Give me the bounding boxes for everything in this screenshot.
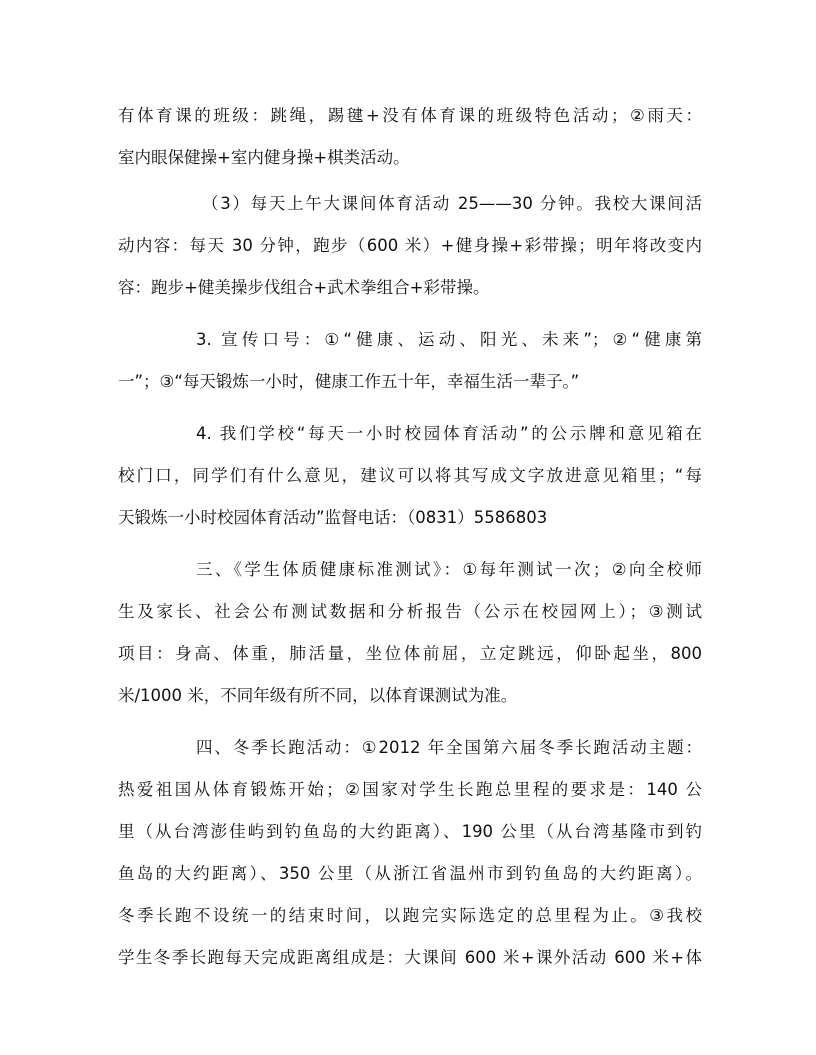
paragraph-5-line-1: 三、《学生体质健康标准测试》：①每年测试一次；②向全校师 — [196, 560, 702, 579]
paragraph-4-line-3: 天锻炼一小时校园体育活动”监督电话：（0831）5586803 — [118, 508, 548, 527]
paragraph-6-line-5: 冬季长跑不设统一的结束时间，以跑完实际选定的总里程为止。③我校 — [118, 906, 702, 925]
paragraph-6-line-2: 热爱祖国从体育锻炼开始；②国家对学生长跑总里程的要求是：140 公 — [118, 780, 702, 799]
paragraph-6-line-6: 学生冬季长跑每天完成距离组成是：大课间 600 米+课外活动 600 米+体 — [118, 948, 702, 967]
paragraph-4-line-1: 4. 我们学校“每天一小时校园体育活动”的公示牌和意见箱在 — [196, 424, 702, 443]
paragraph-3-line-1: 3. 宣传口号：①“健康、运动、阳光、未来”；②“健康第 — [196, 330, 702, 349]
paragraph-2-line-3: 容：跑步+健美操步伐组合+武术拳组合+彩带操。 — [118, 278, 490, 297]
paragraph-3-line-2: 一”；③“每天锻炼一小时，健康工作五十年，幸福生活一辈子。” — [118, 372, 580, 391]
document-body — [118, 104, 702, 970]
paragraph-4-line-2: 校门口，同学们有什么意见，建议可以将其写成文字放进意见箱里；“每 — [118, 466, 702, 485]
paragraph-6-line-3: 里（从台湾澎佳屿到钓鱼岛的大约距离）、190 公里（从台湾基隆市到钓 — [118, 822, 702, 841]
paragraph-1-line-2: 室内眼保健操+室内健身操+棋类活动。 — [118, 148, 410, 167]
paragraph-5-line-4: 米/1000 米，不同年级有所不同，以体育课测试为准。 — [118, 686, 518, 705]
paragraph-1-line-1: 有体育课的班级：跳绳，踢毽+没有体育课的班级特色活动；②雨天： — [118, 106, 702, 125]
paragraph-5-line-3: 项目：身高、体重，肺活量，坐位体前屈，立定跳远，仰卧起坐，800 — [118, 644, 702, 663]
paragraph-6-line-1: 四、冬季长跑活动：①2012 年全国第六届冬季长跑活动主题： — [196, 738, 702, 757]
paragraph-6-line-4: 鱼岛的大约距离）、350 公里（从浙江省温州市到钓鱼岛的大约距离）。 — [118, 864, 702, 883]
paragraph-5-line-2: 生及家长、社会公布测试数据和分析报告（公示在校园网上）；③测试 — [118, 602, 702, 621]
paragraph-2-line-2: 动内容：每天 30 分钟，跑步（600 米）+健身操+彩带操；明年将改变内 — [118, 236, 702, 255]
paragraph-2-line-1: （3）每天上午大课间体育活动 25——30 分钟。我校大课间活 — [202, 194, 702, 213]
